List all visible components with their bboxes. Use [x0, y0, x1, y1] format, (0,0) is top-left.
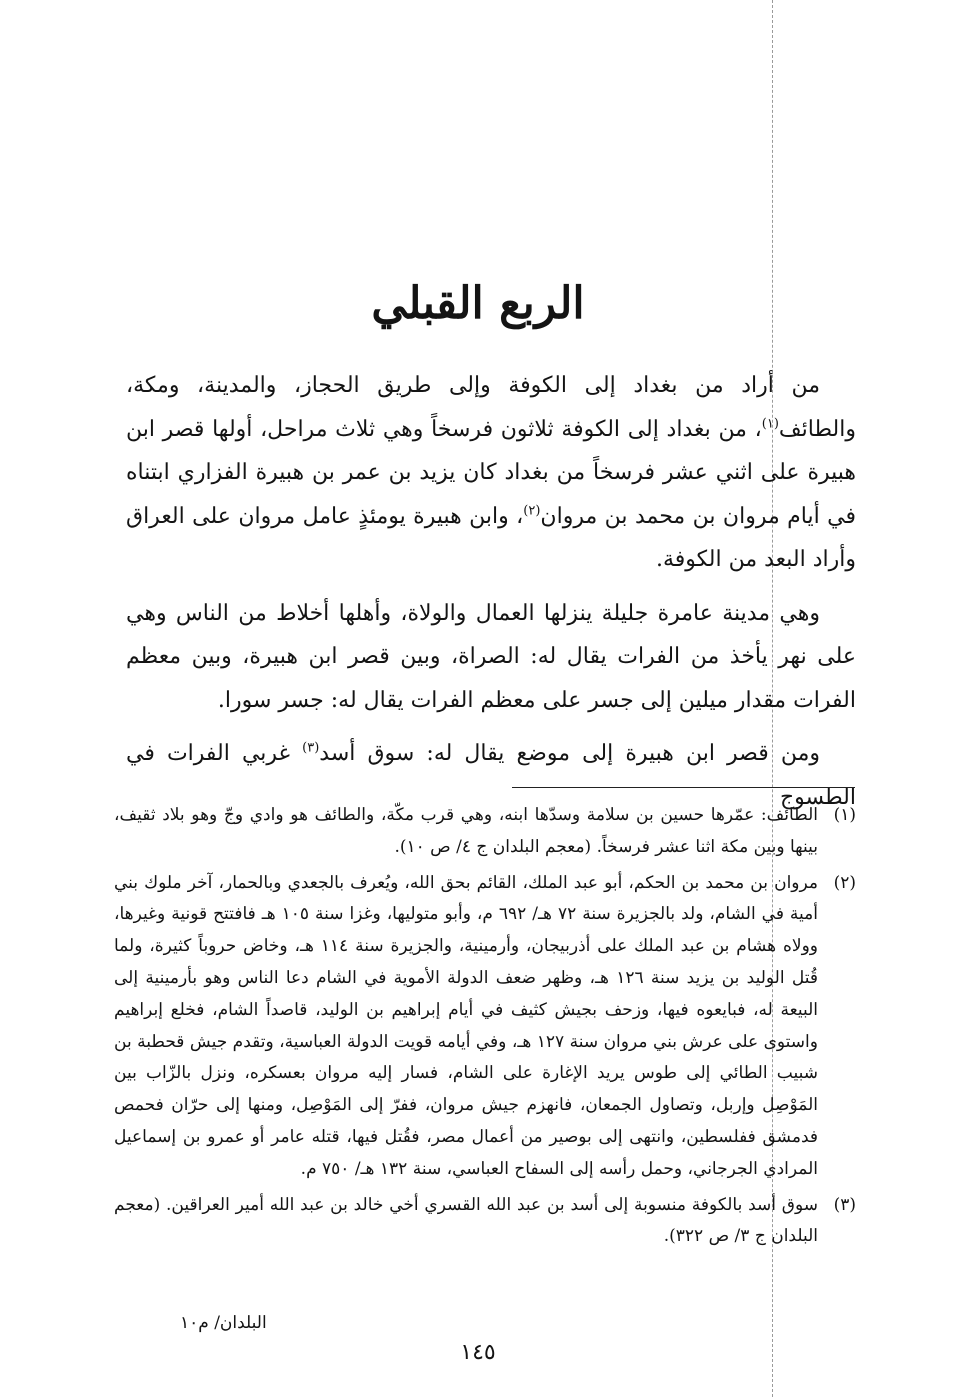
- main-text: [126, 364, 856, 829]
- footnote-1-number: (١): [833, 805, 856, 825]
- footnote-ref-3[interactable]: (٣): [302, 740, 320, 756]
- footnote-2: [114, 868, 856, 1186]
- footnote-2-number: (٢): [833, 872, 856, 893]
- paragraph-1-part-1: من أراد من بغداد إلى الكوفة وإلى طريق الحجاز، والمدينة، ومكة، والطائف: [126, 373, 856, 442]
- footnote-ref-1[interactable]: (١): [761, 416, 779, 432]
- chapter-title: الربع القبلي: [371, 278, 585, 329]
- paragraph-1: [126, 364, 856, 582]
- paragraph-3-part-2: غربي الفرات في الطسوج: [126, 741, 856, 810]
- footnote-1: [114, 800, 856, 864]
- paragraph-1-part-2: ، من بغداد إلى الكوفة ثلاثون فرسخاً وهي ثلاث مراحل، أولها قصر ابن هبيرة على اثني عشر فرسخاً من بغداد كان يزيد بن عمر بن هبيرة الفزاري ابتناه في أيام مروان بن محمد بن مروان: [126, 416, 857, 529]
- page-number: ١٤٥: [460, 1340, 496, 1365]
- footnote-3-text: سوق أسد بالكوفة منسوبة إلى أسد بن عبد الله القسري أخي خالد بن عبد الله أمير العراقين. (معجم البلدان ج ٣/ ص ٣٢٢).: [114, 1194, 818, 1247]
- footnote-separator: [512, 787, 855, 788]
- footnote-3: [114, 1190, 856, 1254]
- footnote-1-text: الطائف: عمّرها حسين بن سلامة وسدّها ابنه، وهي قرب مكّة، والطائف هو وادي وجّ وهو بلاد ثقيف، بينها وبين مكة اثنا عشر فرسخاً. (معجم البلدان ج ٤/ ص ١٠).: [114, 805, 818, 857]
- paragraph-2: وهي مدينة عامرة جليلة ينزلها العمال والولاة، وأهلها أخلاط من الناس وهي على نهر يأخذ من الفرات يقال له: الصراة، وبين قصر ابن هبيرة، وبين معظم الفرات مقدار ميلين إلى جسر على معظم الفرات يقال له: جسر سورا.: [126, 600, 856, 713]
- footnotes: [114, 800, 856, 1257]
- running-head: البلدان/ م١٠: [180, 1313, 267, 1333]
- paragraph-3-part-1: ومن قصر ابن هبيرة إلى موضع يقال له: سوق أسد: [319, 741, 821, 766]
- footnote-ref-2[interactable]: (٢): [523, 503, 541, 519]
- footnote-2-text: مروان بن محمد بن الحكم، أبو عبد الملك، القائم بحق الله، ويُعرف بالجعدي وبالحمار، آخر ملوك بني أمية في الشام، ولد بالجزيرة سنة ٧٢ هـ/ ٦٩٢ م، وأبو متوليها، وغزا سنة ١٠٥ هـ فافتتح قونية وغيرها، وولاه هشام بن عبد الملك على أذربيجان، وأرمينية، والجزيرة سنة ١١٤ هـ، وخاض حروباً كثيرة، ولما قُتل الوليد بن يزيد سنة ١٢٦ هـ، وظهر ضعف الدولة الأموية في الشام دعا الناس وهو بأرمينية إلى البيعة له، فبايعوه فيها، وزحف بجيش كثيف في أيام إبراهيم بن الوليد، قاصداً الشام، فخلع إبراهيم واستوى على عرش بني مروان سنة ١٢٧ هـ، وفي أيامه قويت الدولة العباسية، وتقدم جيش قحطبة بن شبيب الطائي إلى طوس يريد الإغارة على الشام، فسار إليه مروان بعسكره، ونزل بالزّاب بين المَوْصِل وإربل، وتصاول الجمعان، فانهزم جيش مروان، ففرّ إلى المَوْصِل، ومنها إلى حرّان فحمص فدمشق ففلسطين، وانتهى إلى بوصير من أعمال مصر، فقُتل فيها، قتله عامر أو عمرو بن إسماعيل المرادي الجرجاني، وحمل رأسه إلى السفاح العباسي، سنة ١٣٢ هـ/ ٧٥٠ م.: [114, 872, 819, 1179]
- footnote-3-number: (٣): [833, 1194, 856, 1215]
- paragraph-1-part-3: ، وابن هبيرة يومئذٍ عامل مروان على العراق وأراد البعد من الكوفة.: [126, 503, 856, 572]
